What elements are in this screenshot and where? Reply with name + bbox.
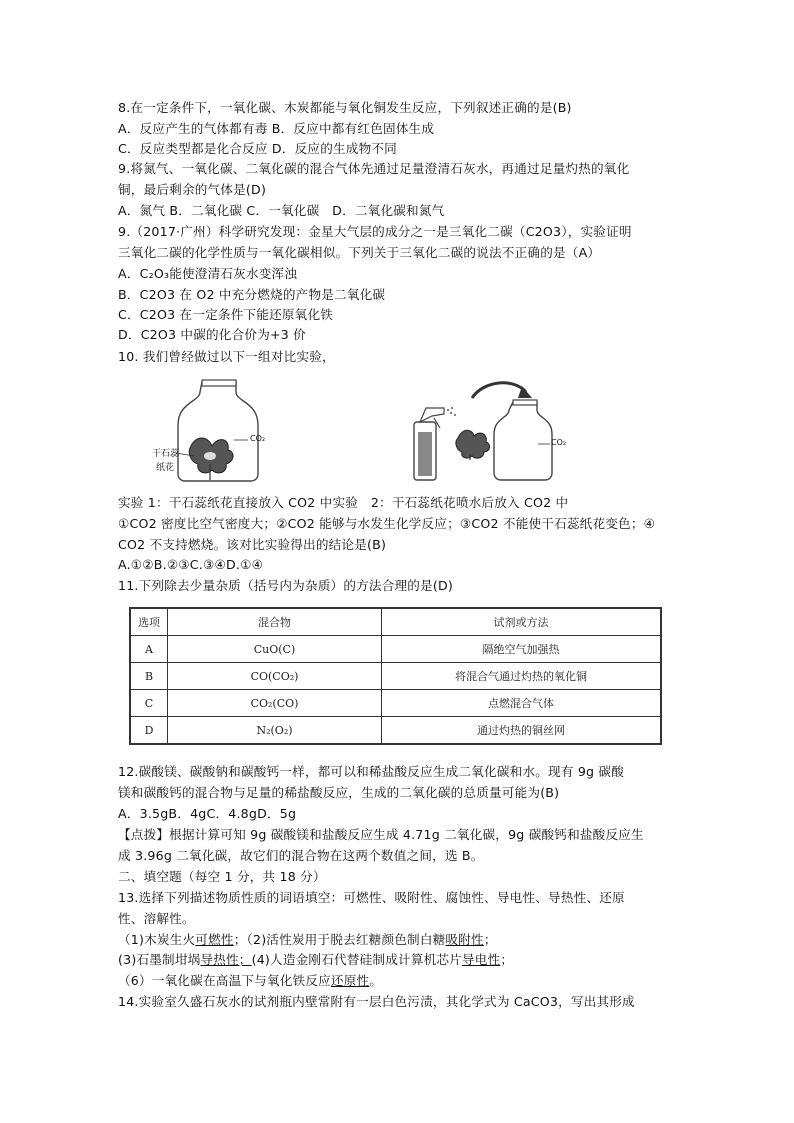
fig2-label-gas: CO₂: [551, 438, 567, 447]
q9a-options: A．氮气 B．二氧化碳 C．一氧化碳 D．二氧化碳和氮气: [118, 203, 445, 218]
q10-stem: 10. 我们曾经做过以下一组对比实验，: [118, 349, 335, 364]
q8-options-1: A．反应产生的气体都有毒 B．反应中都有红色固体生成: [118, 121, 435, 136]
table-cell: 将混合气通过灼热的氧化铜: [382, 663, 662, 690]
q12-hint-2: 成 3.96g 二氧化碳，故它们的混合物在这两个数值之间，选 B。: [118, 848, 484, 863]
table-header-cell: 试剂或方法: [382, 608, 662, 636]
table-row: [130, 663, 661, 690]
table-cell: B: [130, 663, 168, 690]
q13-stem-2: 性、溶解性。: [118, 911, 195, 926]
q13-l3-c: 。: [369, 973, 383, 988]
q13-answer-2: 吸附性: [445, 932, 484, 947]
q10-options: A.①②B.②③C.③④D.①④: [118, 557, 264, 572]
table-cell: CuO(C): [168, 636, 382, 663]
q13-answer-4: 导电性: [461, 952, 501, 967]
q13-line-3: [118, 973, 382, 989]
q13-l2-a: (3)石墨制坩埚: [118, 952, 201, 967]
q9a-stem-2: 铜，最后剩余的气体是(D): [118, 182, 267, 197]
q12-hint-1: 【点拨】根据计算可知 9g 碳酸镁和盐酸反应生成 4.71g 二氧化碳，9g 碳酸钙和盐酸反应生: [118, 827, 644, 842]
q10-conclusions-2: CO2 不支持燃烧。该对比实验得出的结论是(B): [118, 537, 387, 552]
fig1-label-gas: CO₂: [250, 434, 266, 443]
q12-stem-2: 镁和碳酸钙的混合物与足量的稀盐酸反应，生成的二氧化碳的总质量可能为(B): [118, 785, 560, 800]
q9b-stem-1: 9.（2017·广州）科学研究发现：金星大气层的成分之一是三氧化二碳（C2O3），实验证明: [118, 224, 632, 239]
table-header-row: [130, 608, 661, 636]
q13-l2-c: (4)人造金刚石代替硅制成计算机芯片: [251, 952, 462, 967]
q11-stem: 11.下列除去少量杂质（括号内为杂质）的方法合理的是(D): [118, 578, 454, 593]
q13-line-2: [118, 952, 513, 968]
table-cell: C: [130, 690, 168, 717]
q13-l1-c: ；（2)活性炭用于脱去红糖颜色制白糖: [233, 932, 446, 947]
q9b-option-b: B．C2O3 在 O2 中充分燃烧的产物是二氧化碳: [118, 287, 386, 302]
q8-options-2: C．反应类型都是化合反应 D．反应的生成物不同: [118, 141, 397, 156]
q13-answer-3: 导热性；: [200, 952, 252, 967]
table-cell: N₂(O₂): [168, 717, 382, 745]
section-2-heading: 二、填空题（每空 1 分，共 18 分）: [118, 869, 326, 884]
table-cell: CO₂(CO): [168, 690, 382, 717]
table-cell: A: [130, 636, 168, 663]
q13-l1-a: （1)木炭生火: [118, 932, 196, 947]
experiment-1-figure: [150, 378, 275, 483]
table-row: [130, 717, 661, 745]
q9b-option-c: C．C2O3 在一定条件下能还原氧化铁: [118, 307, 334, 322]
fig1-label-left-2: 纸花: [156, 463, 175, 473]
q13-line-1: [118, 932, 497, 948]
fig1-label-left-1: 干石蕊: [152, 449, 180, 459]
q9b-option-a: A．C₂O₃能使澄清石灰水变浑浊: [118, 266, 298, 281]
q9b-option-d: D．C2O3 中碳的化合价为+3 价: [118, 327, 306, 342]
q9a-stem-1: 9.将氮气、一氧化碳、二氧化碳的混合气体先通过足量澄清石灰水，再通过足量灼热的氧化: [118, 161, 630, 176]
q14-stem-1: 14.实验室久盛石灰水的试剂瓶内壁常附有一层白色污渍，其化学式为 CaCO3，写出其形成: [118, 994, 635, 1009]
table-cell: D: [130, 717, 168, 745]
experiment-2-figure: [410, 378, 570, 483]
table-row: [130, 636, 661, 663]
q13-answer-1: 可燃性: [195, 932, 234, 947]
q13-stem-1: 13.选择下列描述物质性质的词语填空：可燃性、吸附性、腐蚀性、导电性、导热性、还原: [118, 890, 625, 905]
q11-table: [129, 607, 662, 745]
table-header-cell: 混合物: [168, 608, 382, 636]
q13-l3-a: （6）一氧化碳在高温下与氧化铁反应: [118, 973, 331, 988]
q12-stem-1: 12.碳酸镁、碳酸钠和碳酸钙一样，都可以和稀盐酸反应生成二氧化碳和水。现有 9g 碳酸: [118, 764, 625, 779]
q10-experiment-line: 实验 1：干石蕊纸花直接放入 CO2 中实验 2：干石蕊纸花喷水后放入 CO2 中: [118, 495, 569, 510]
table-row: [130, 690, 661, 717]
q8-stem: 8.在一定条件下，一氧化碳、木炭都能与氧化铜发生反应，下列叙述正确的是(B): [118, 100, 572, 115]
table-cell: 点燃混合气体: [382, 690, 662, 717]
table-cell: 隔绝空气加强热: [382, 636, 662, 663]
q10-conclusions-1: ①CO2 密度比空气密度大；②CO2 能够与水发生化学反应；③CO2 不能使干石蕊纸花变色；④: [118, 516, 656, 531]
table-cell: 通过灼热的铜丝网: [382, 717, 662, 745]
q13-answer-6: 还原性: [330, 973, 370, 988]
q12-options: A．3.5gB．4gC．4.8gD．5g: [118, 806, 297, 821]
q13-l2-e: ；: [500, 952, 514, 967]
q9b-stem-2: 三氧化二碳的化学性质与一氧化碳相似。下列关于三氧化二碳的说法不正确的是（A）: [118, 245, 601, 260]
table-header-cell: 选项: [130, 608, 168, 636]
spray-bottle-and-jar-illustration: [410, 378, 570, 483]
q13-l1-e: ；: [483, 932, 497, 947]
table-cell: CO(CO₂): [168, 663, 382, 690]
